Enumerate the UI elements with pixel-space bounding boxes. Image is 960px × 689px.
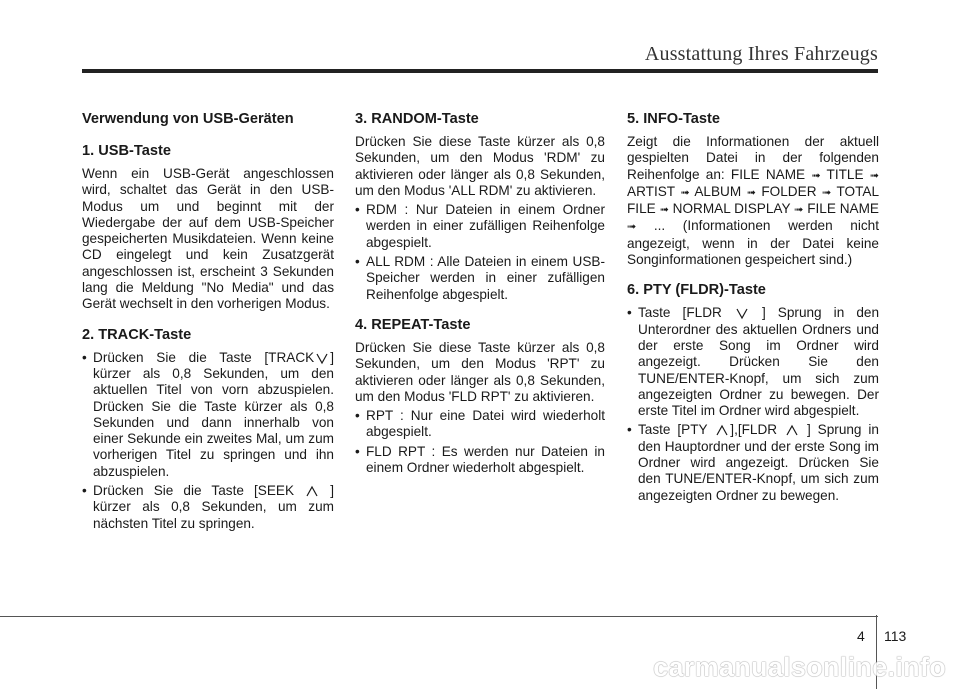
column-1 xyxy=(82,110,334,532)
pty-bullet-2 xyxy=(627,422,879,503)
chevron-up-icon xyxy=(714,423,730,437)
info-paragraph xyxy=(627,134,879,268)
chapter-number: 4 xyxy=(857,628,865,644)
info-seq-normal-display: NORMAL DISPLAY xyxy=(672,201,791,217)
header-rule xyxy=(82,69,878,73)
section-title-usb: 1. USB-Taste xyxy=(82,143,171,159)
pty-bullet-2-pre: Taste [PTY xyxy=(638,422,708,438)
usb-paragraph: Wenn ein USB-Gerät angeschlossen wird, schaltet das Gerät in den USB-Modus um und beginnt mit der Wiedergabe der auf dem USB-Speicher gespeicherten Musikdateien. Wenn keine CD eingelegt und kein Zusatzgerät angeschlossen ist, erscheint 3 Sekunden lang die Meldung "No Media" und das Gerät wechselt in den vorherigen Modus. xyxy=(82,166,334,312)
chevron-up-icon xyxy=(304,484,320,498)
section-title-random: 3. RANDOM-Taste xyxy=(355,111,479,127)
repeat-bullet-2: • FLD RPT : Es werden nur Dateien in einem Ordner wiederholt abgespielt. xyxy=(355,444,605,477)
footer-rule xyxy=(0,616,878,617)
section-title-track: 2. TRACK-Taste xyxy=(82,326,192,343)
info-seq-total-file: TOTAL FILE xyxy=(627,183,880,217)
track-bullet-1-post: ] kürzer als 0,8 Sekunden, um den aktuellen Titel von vorn abzuspielen. Drücken Sie die Taste kürzer als 0,8 Sekunden und dann innerhalb von einer Sekunde ein zweites Mal, um zum vorherigen Titel zu springen und ihn abzuspielen. xyxy=(93,349,334,479)
random-bullet-2: • ALL RDM : Alle Dateien in einem USB-Speicher werden in einer zufälligen Reihenfolge abgespielt. xyxy=(355,254,605,303)
info-seq-title: TITLE xyxy=(826,166,864,182)
chevron-down-icon xyxy=(314,351,330,365)
section-title-info: 5. INFO-Taste xyxy=(627,111,720,127)
watermark: carmanualsonline.info xyxy=(653,652,946,682)
arrow-right-icon: ➟ xyxy=(746,186,756,199)
chevron-down-icon xyxy=(734,306,750,320)
track-bullet-1-pre: Drücken Sie die Taste [TRACK xyxy=(93,349,315,365)
track-bullet-2-post: ] kürzer als 0,8 Sekunden, um zum nächsten Titel zu springen. xyxy=(93,483,334,531)
arrow-right-icon: ➟ xyxy=(811,169,821,182)
info-seq-artist: ARTIST xyxy=(627,183,675,199)
arrow-right-icon: ➟ xyxy=(822,186,832,199)
repeat-bullet-1: • RPT : Nur eine Datei wird wiederholt abgespielt. xyxy=(355,408,605,441)
pty-bullet-1-pre: Taste [FLDR xyxy=(638,305,722,321)
pty-bullet-1-post: ] Sprung in den Unterordner des aktuellen Ordners und der erste Song im Ordner wird angezeigt. Drücken Sie den TUNE/ENTER-Knopf, um sich zum angezeigten Ordner zu bewegen. Der erste Titel im Ordner wird abgespielt. xyxy=(638,305,879,419)
track-bullet-2 xyxy=(82,483,334,532)
column-3 xyxy=(627,110,879,504)
section-title-repeat: 4. REPEAT-Taste xyxy=(355,316,471,333)
section-main-title: Verwendung von USB-Geräten xyxy=(82,111,294,127)
pty-bullet-1 xyxy=(627,305,879,419)
page-number: 113 xyxy=(884,628,907,644)
column-2 xyxy=(355,110,605,476)
arrow-right-icon: ➟ xyxy=(627,221,637,234)
header-title: Ausstattung Ihres Fahrzeugs xyxy=(644,43,878,65)
random-bullet-1: • RDM : Nur Dateien in einem Ordner werden in einer zufälligen Reihenfolge abgespielt. xyxy=(355,202,605,251)
info-seq-folder: FOLDER xyxy=(761,183,817,199)
repeat-paragraph: Drücken Sie diese Taste kürzer als 0,8 Sekunden, um den Modus 'RPT' zu aktivieren oder länger als 0,8 Sekunden, um den Modus 'FLD RPT' zu aktivieren. xyxy=(355,339,605,404)
info-seq-album: ALBUM xyxy=(694,183,742,199)
track-bullet-1 xyxy=(82,350,334,480)
section-title-pty: 6. PTY (FLDR)-Taste xyxy=(627,282,766,299)
info-seq-file-name: FILE NAME xyxy=(807,201,880,217)
arrow-right-icon: ➟ xyxy=(680,186,690,199)
arrow-right-icon: ➟ xyxy=(794,204,804,217)
chevron-up-icon xyxy=(784,423,800,437)
info-text-a: Zeigt die Informationen der aktuell gespielten Datei in der folgenden Reihenfolge an: FILE NAME xyxy=(627,134,879,182)
pty-bullet-2-post: ] Sprung in den Hauptordner und der erste Song im Ordner wird angezeigt. Drücken Sie den TUNE/ENTER-Knopf, um sich zum angezeigten Ordner zu bewegen. xyxy=(638,422,879,503)
arrow-right-icon: ➟ xyxy=(659,204,669,217)
track-bullet-2-pre: Drücken Sie die Taste [SEEK xyxy=(93,483,295,499)
info-text-b: ... (Informationen werden nicht angezeigt, wenn in der Datei keine Songinformationen gespeichert sind.) xyxy=(627,218,879,268)
arrow-right-icon: ➟ xyxy=(869,169,880,182)
random-paragraph: Drücken Sie diese Taste kürzer als 0,8 Sekunden, um den Modus 'RDM' zu aktivieren oder länger als 0,8 Sekunden, um den Modus 'ALL RDM' zu aktivieren. xyxy=(355,134,605,198)
pty-bullet-2-mid: ],[FLDR xyxy=(730,422,778,438)
